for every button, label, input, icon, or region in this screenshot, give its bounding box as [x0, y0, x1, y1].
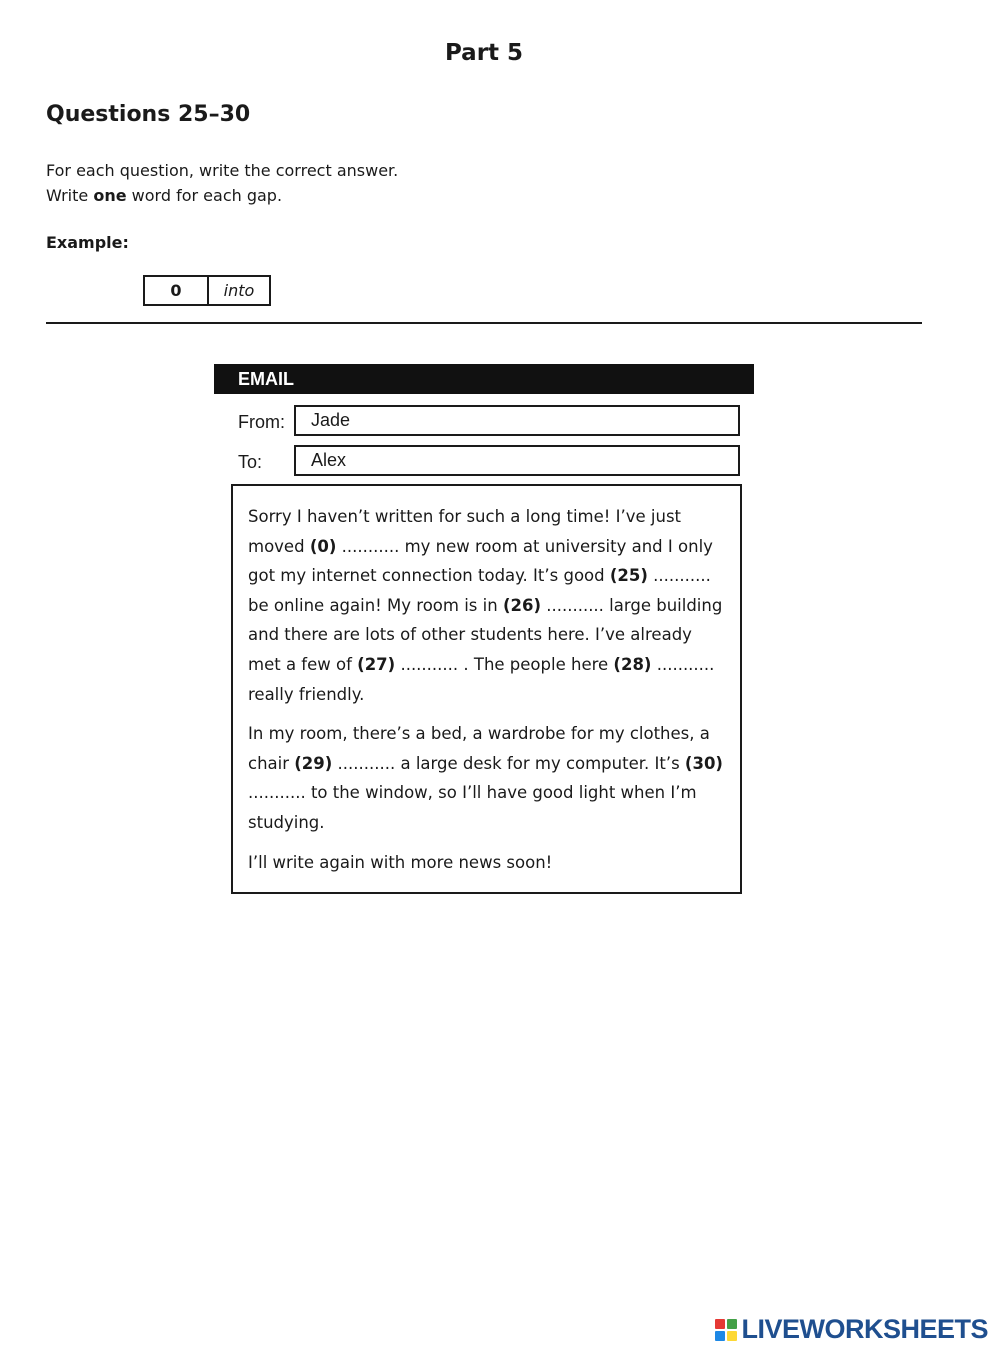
from-field: Jade: [294, 405, 740, 436]
email-text: ........... my new room at university and I only got my internet connection today. It’s good: [248, 536, 713, 586]
email-text: ........... . The people here: [395, 654, 614, 674]
logo-mark-icon: [715, 1319, 737, 1341]
gap-number: (30): [684, 753, 723, 773]
email-text: In my room, there’s a bed, a wardrobe for my clothes, a chair: [248, 724, 710, 773]
logo-square: [715, 1331, 725, 1341]
gap-number: (25): [609, 566, 648, 586]
instruction-line-2-post: word for each gap.: [131, 186, 283, 205]
instruction-line-1: For each question, write the correct answer.: [46, 161, 399, 180]
example-box: [143, 275, 271, 306]
email-text: ........... large building and there are lots of other students here. I’ve already met a few of: [248, 595, 723, 674]
email-text: ........... really friendly.: [248, 654, 715, 704]
part-title: Part 5: [444, 40, 524, 66]
gap-number: (0): [309, 536, 337, 556]
example-number: 0: [145, 277, 209, 304]
instruction-line-2-pre: Write: [46, 186, 89, 205]
email-text: ........... be online again! My room is in: [248, 566, 711, 615]
questions-title: Questions 25–30: [46, 102, 251, 127]
divider-rule: [46, 322, 922, 324]
gap-number: (28): [613, 654, 652, 674]
email-heading: EMAIL: [214, 364, 754, 394]
instruction-line-2: [46, 183, 398, 208]
email-text: ........... to the window, so I’ll have good light when I’m studying.: [248, 783, 697, 832]
example-label: Example:: [46, 233, 129, 252]
liveworksheets-logo: [715, 1314, 988, 1345]
gap-number: (27): [357, 654, 396, 674]
logo-text: LIVEWORKSHEETS: [741, 1314, 988, 1344]
email-paragraph: [248, 848, 726, 878]
from-label: From:: [238, 412, 285, 432]
instructions: [46, 158, 398, 208]
logo-square: [727, 1331, 737, 1341]
gap-number: (29): [294, 753, 333, 773]
to-field: Alex: [294, 445, 740, 476]
email-text: I’ll write again with more news soon!: [248, 852, 553, 872]
instruction-line-2-bold: one: [93, 186, 127, 205]
to-label: To:: [238, 452, 263, 472]
gap-number: (26): [502, 595, 541, 615]
email-body: [231, 484, 742, 894]
email-text: Sorry I haven’t written for such a long time! I’ve just moved: [248, 507, 682, 556]
email-paragraph: [248, 719, 726, 837]
logo-square: [715, 1319, 725, 1329]
email-paragraph: [248, 502, 726, 709]
example-answer: into: [223, 281, 255, 300]
email-text: ........... a large desk for my computer. It’s: [332, 753, 685, 773]
logo-square: [727, 1319, 737, 1329]
